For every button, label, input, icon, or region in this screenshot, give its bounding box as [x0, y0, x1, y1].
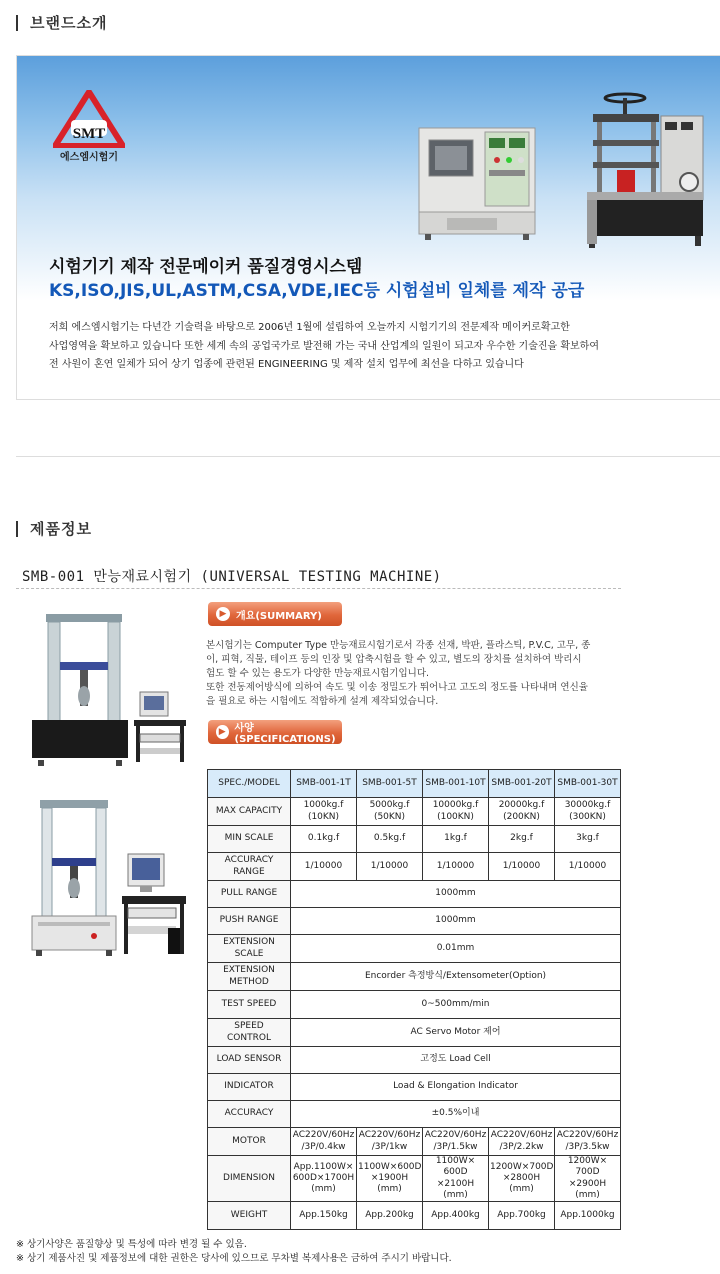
brand-headline: 시험기기 제작 전문메이커 품질경영시스템: [49, 257, 363, 277]
table-row: [208, 1101, 621, 1128]
smt-logo: [53, 90, 125, 168]
footnote: ※ 상기사양은 품질향상 및 특성에 따라 변경 될 수 있음.: [16, 1239, 247, 1250]
arrow-right-icon: ▶: [216, 725, 229, 739]
table-cell: AC220V/60Hz /3P/1kw: [357, 1128, 423, 1156]
table-row: [208, 1128, 621, 1156]
table-cell: App.400kg: [423, 1202, 489, 1230]
product-section-title: 제품정보: [30, 520, 92, 538]
table-cell: ±0.5%이내: [291, 1101, 621, 1128]
summary-text-line: 을 필요로 하는 시험에도 적합하게 설계 제작되었습니다.: [206, 696, 439, 707]
table-header-cell: SMB-001-1T: [291, 770, 357, 798]
heading-bar: [16, 15, 18, 31]
table-cell: App.1100W× 600D×1700H (mm): [291, 1156, 357, 1202]
utm-machine-image-1: [30, 610, 190, 770]
specifications-tab-button[interactable]: [208, 720, 342, 744]
table-row: [208, 826, 621, 853]
logo-text: SMT: [72, 126, 106, 142]
summary-text-line: 또한 전동제어방식에 의하여 속도 및 이송 정밀도가 뛰어나고 고도의 정도를 나타내며 연신율: [206, 682, 588, 693]
summary-tab-button[interactable]: [208, 602, 342, 626]
row-label: EXTENSION SCALE: [208, 935, 291, 963]
table-cell: App.150kg: [291, 1202, 357, 1230]
table-cell: 0.01mm: [291, 935, 621, 963]
row-label: MAX CAPACITY: [208, 798, 291, 826]
table-row: [208, 908, 621, 935]
row-label: TEST SPEED: [208, 991, 291, 1019]
brand-paragraph-line: 전 사원이 혼연 일체가 되어 상기 업종에 관련된 ENGINEERING 및 제작 설치 업무에 최선을 다하고 있습니다: [49, 359, 524, 370]
table-row: [208, 991, 621, 1019]
table-cell: 1/10000: [357, 853, 423, 881]
table-cell: 1000mm: [291, 908, 621, 935]
table-cell: AC Servo Motor 제어: [291, 1019, 621, 1047]
table-cell: 1200W× 700D ×2900H (mm): [555, 1156, 621, 1202]
table-cell: 1/10000: [555, 853, 621, 881]
summary-tab-label: 개요(SUMMARY): [236, 610, 322, 622]
table-cell: App.700kg: [489, 1202, 555, 1230]
logo-caption: 에스엠시험기: [60, 152, 118, 163]
table-row: [208, 1047, 621, 1074]
table-row: [208, 881, 621, 908]
table-header-cell: SMB-001-5T: [357, 770, 423, 798]
row-label: SPEED CONTROL: [208, 1019, 291, 1047]
row-label: LOAD SENSOR: [208, 1047, 291, 1074]
table-cell: 5000kg.f (50KN): [357, 798, 423, 826]
brand-section-heading: [16, 12, 107, 33]
hydraulic-press-image: [577, 90, 705, 250]
row-label: WEIGHT: [208, 1202, 291, 1230]
brand-section-title: 브랜드소개: [30, 14, 108, 32]
heading-bar: [16, 521, 18, 537]
table-cell: 1/10000: [291, 853, 357, 881]
table-cell: AC220V/60Hz /3P/1.5kw: [423, 1128, 489, 1156]
table-header-cell: SMB-001-30T: [555, 770, 621, 798]
brand-subheadline: KS,ISO,JIS,UL,ASTM,CSA,VDE,IEC등 시험설비 일체를 제작 공급: [49, 281, 585, 301]
table-cell: Load & Elongation Indicator: [291, 1074, 621, 1101]
table-cell: AC220V/60Hz /3P/2.2kw: [489, 1128, 555, 1156]
table-cell: 1100W×600D ×1900H (mm): [357, 1156, 423, 1202]
row-label: INDICATOR: [208, 1074, 291, 1101]
table-row: [208, 1202, 621, 1230]
product-title: SMB-001 만능재료시험기 (UNIVERSAL TESTING MACHINE): [22, 569, 442, 585]
brand-intro-box: [16, 55, 720, 400]
table-cell: App.1000kg: [555, 1202, 621, 1230]
brand-banner: [17, 56, 720, 301]
row-label: PUSH RANGE: [208, 908, 291, 935]
table-cell: 1/10000: [489, 853, 555, 881]
row-label: MIN SCALE: [208, 826, 291, 853]
table-cell: 0.5kg.f: [357, 826, 423, 853]
table-cell: 2kg.f: [489, 826, 555, 853]
table-cell: 고정도 Load Cell: [291, 1047, 621, 1074]
table-cell: 1000kg.f (10KN): [291, 798, 357, 826]
title-dashed-rule: [16, 588, 621, 589]
brand-paragraph-line: 사업영역을 확보하고 있습니다 또한 세계 속의 공업국가로 발전해 가는 국내 산업계의 일원이 되고자 우수한 기술진을 확보하여: [49, 341, 600, 352]
table-row: [208, 853, 621, 881]
table-cell: AC220V/60Hz /3P/0.4kw: [291, 1128, 357, 1156]
table-cell: 1200W×700D ×2800H (mm): [489, 1156, 555, 1202]
table-cell: 1/10000: [423, 853, 489, 881]
arrow-right-icon: ▶: [216, 607, 230, 621]
table-header-cell: SMB-001-10T: [423, 770, 489, 798]
table-row: [208, 963, 621, 991]
summary-text-line: 이, 피혁, 직물, 테이프 등의 인장 및 압축시험을 할 수 있고, 별도의 장치를 설치하여 박리시: [206, 654, 582, 665]
section-divider: [16, 456, 720, 457]
table-row: [208, 1019, 621, 1047]
table-header-cell: SPEC./MODEL: [208, 770, 291, 798]
row-label: PULL RANGE: [208, 881, 291, 908]
specifications-tab-label: 사양(SPECIFICATIONS): [234, 723, 336, 745]
table-cell: 1100W× 600D ×2100H (mm): [423, 1156, 489, 1202]
footnote: ※ 상기 제품사진 및 제품정보에 대한 권한은 당사에 있으므로 무차별 복제사용은 금하여 주시기 바랍니다.: [16, 1253, 452, 1264]
table-cell: 20000kg.f (200KN): [489, 798, 555, 826]
table-row: [208, 1156, 621, 1202]
summary-text-line: 험도 할 수 있는 용도가 다양한 만능재료시험기입니다.: [206, 668, 430, 679]
row-label: DIMENSION: [208, 1156, 291, 1202]
table-cell: 3kg.f: [555, 826, 621, 853]
product-section-heading: [16, 518, 92, 539]
table-header-row: [208, 770, 621, 798]
table-cell: 30000kg.f (300KN): [555, 798, 621, 826]
utm-machine-image-2: [28, 796, 192, 966]
table-cell: 10000kg.f (100KN): [423, 798, 489, 826]
row-label: MOTOR: [208, 1128, 291, 1156]
table-cell: App.200kg: [357, 1202, 423, 1230]
table-cell: Encorder 측정방식/Extensometer(Option): [291, 963, 621, 991]
row-label: EXTENSION METHOD: [208, 963, 291, 991]
table-cell: 0.1kg.f: [291, 826, 357, 853]
row-label: ACCURACY RANGE: [208, 853, 291, 881]
table-cell: 1kg.f: [423, 826, 489, 853]
row-label: ACCURACY: [208, 1101, 291, 1128]
table-cell: AC220V/60Hz /3P/3.5kw: [555, 1128, 621, 1156]
table-header-cell: SMB-001-20T: [489, 770, 555, 798]
environmental-chamber-image: [417, 126, 537, 242]
summary-text-line: 본시험기는 Computer Type 만능재료시험기로서 각종 선재, 박판, 플라스틱, P.V.C, 고무, 종: [206, 640, 591, 651]
table-cell: 1000mm: [291, 881, 621, 908]
table-cell: 0~500mm/min: [291, 991, 621, 1019]
table-row: [208, 935, 621, 963]
brand-paragraph-line: 저희 에스엠시험기는 다년간 기술력을 바탕으로 2006년 1월에 설립하여 오늘까지 시험기기의 전문제작 메이커로확고한: [49, 322, 570, 333]
table-row: [208, 1074, 621, 1101]
table-row: [208, 798, 621, 826]
spec-table: [207, 769, 621, 1230]
